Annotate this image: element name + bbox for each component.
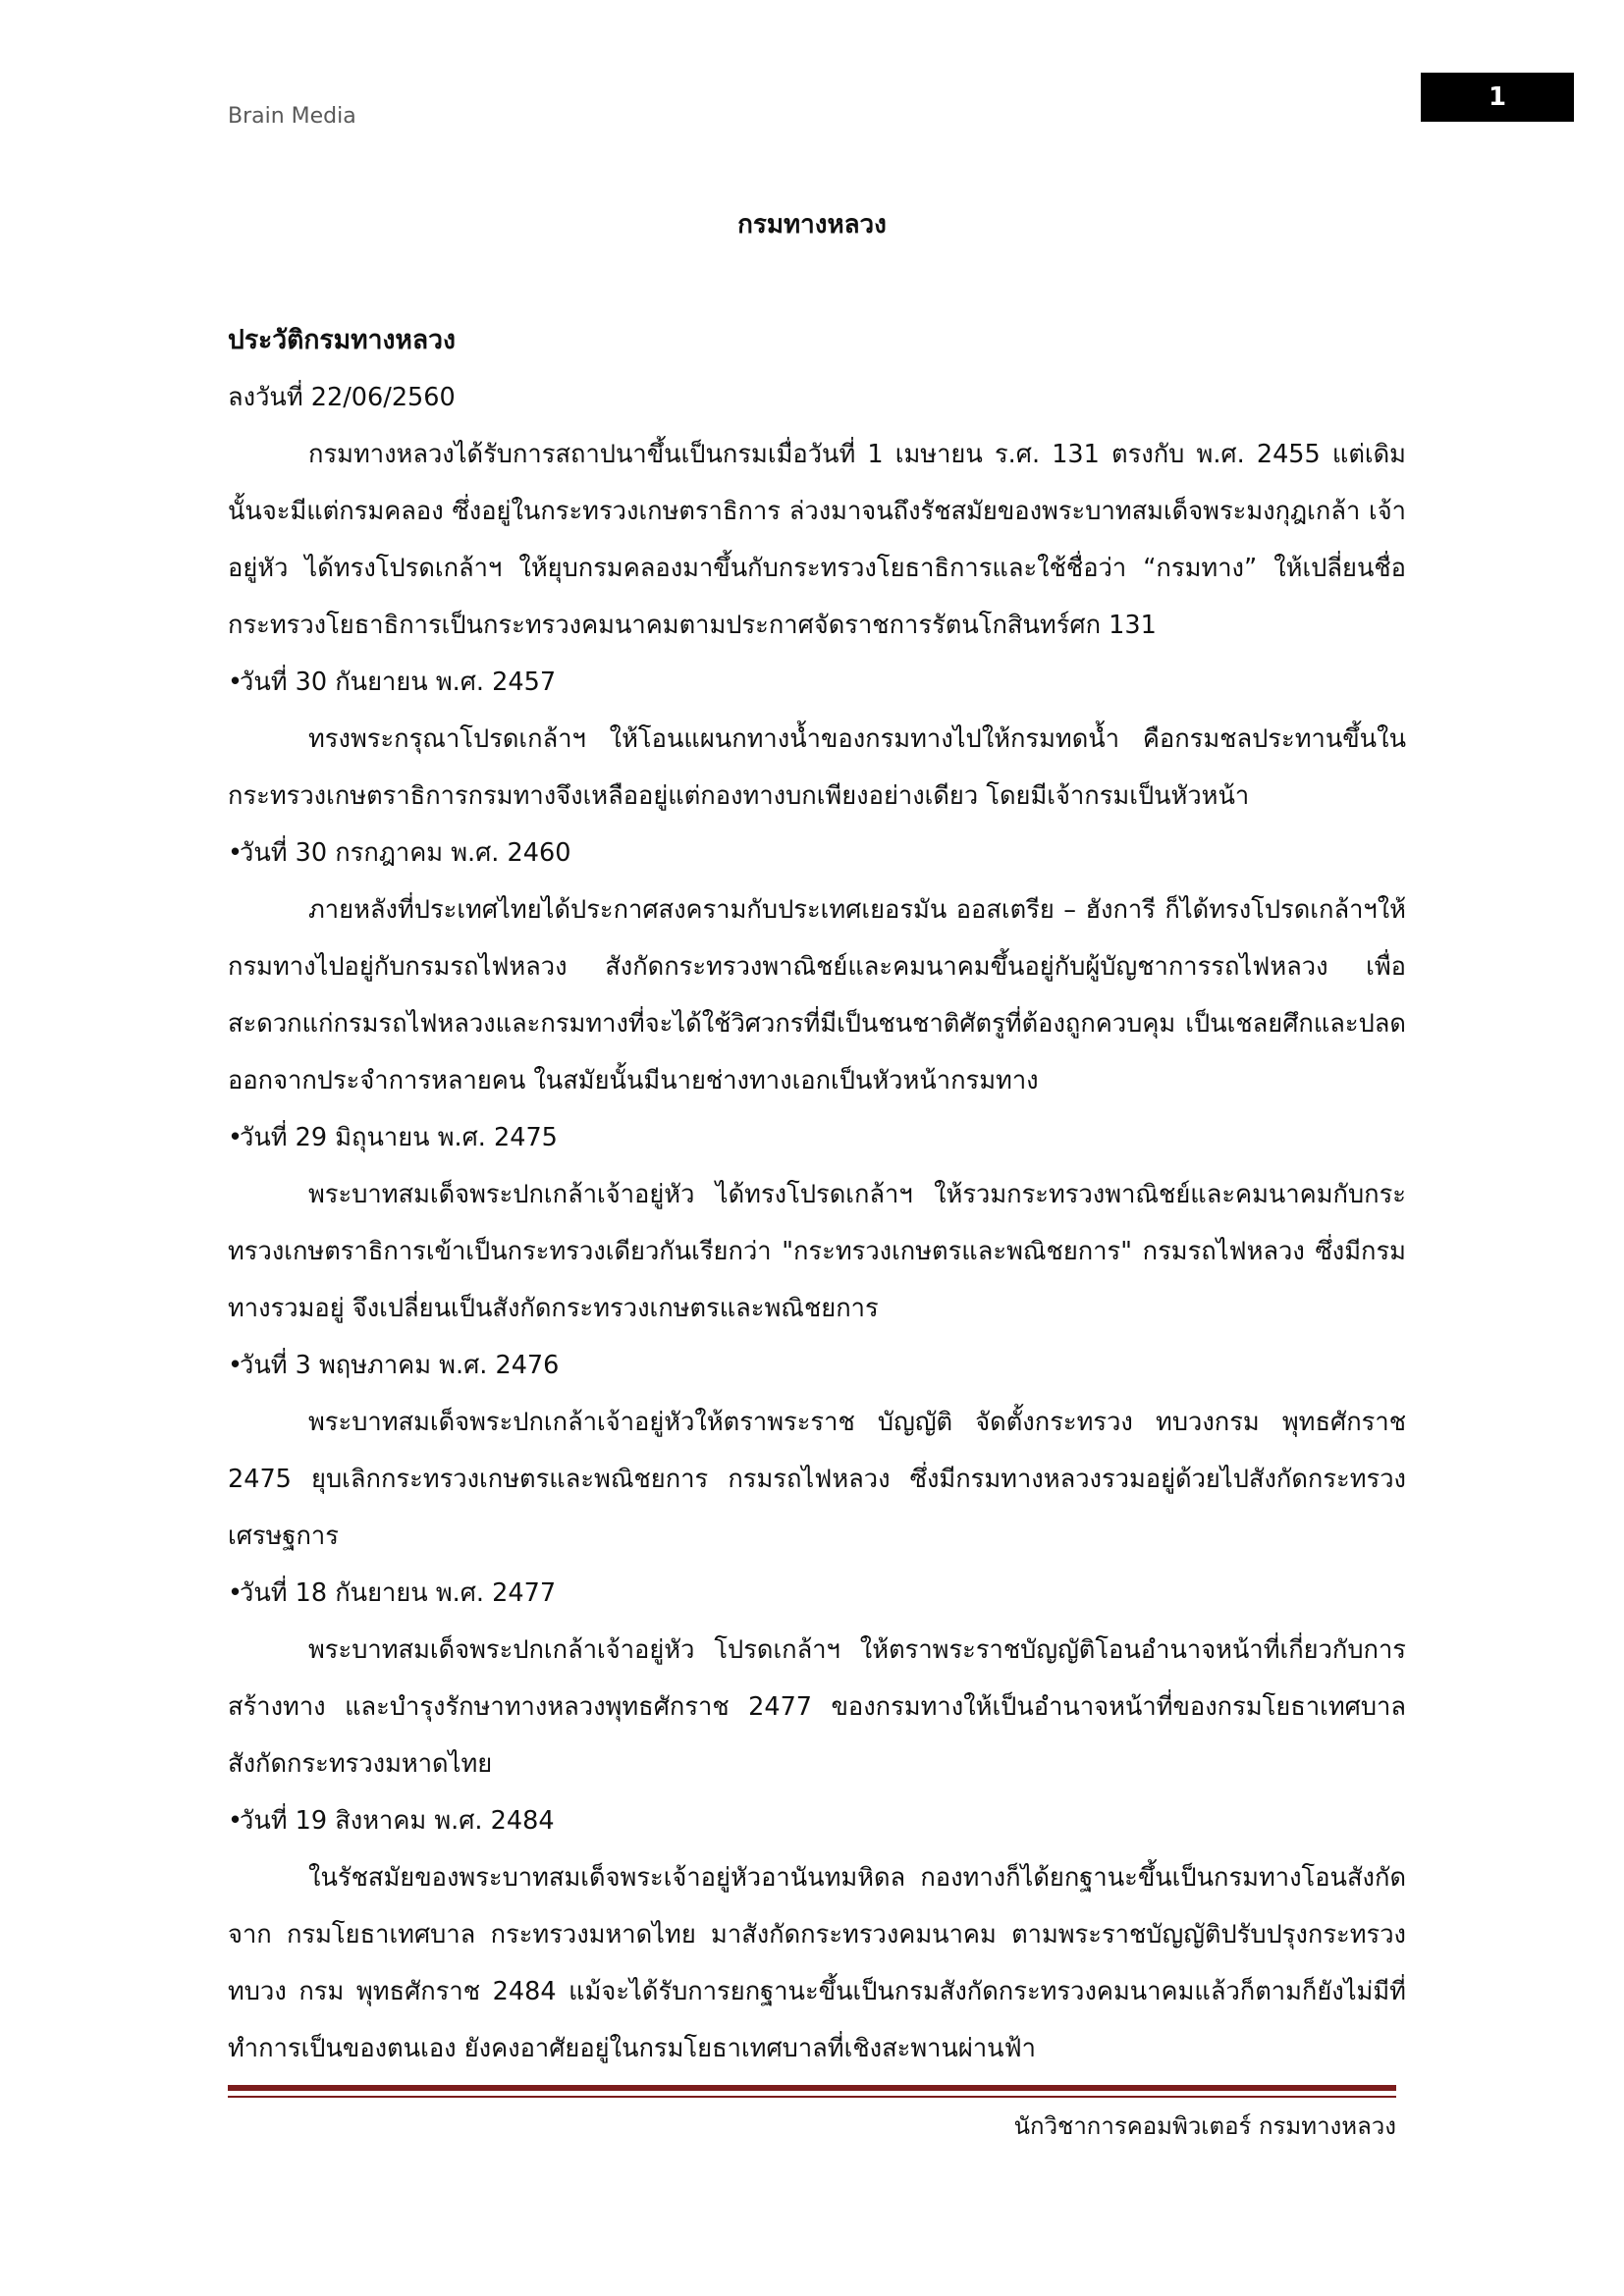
- event-entry: [228, 1792, 1406, 2077]
- event-paragraph: ในรัชสมัยของพระบาทสมเด็จพระเจ้าอยู่หัวอานันทมหิดล กองทางก็ได้ยกฐานะขึ้นเป็นกรมทางโอนสังกัดจาก กรมโยธาเทศบาล กระทรวงมหาดไทย มาสังกัดกระทรวงคมนาคม ตามพระราชบัญญัติปรับปรุงกระทรวง ทบวง กรม พุทธศักราช 2484 แม้จะได้รับการยกฐานะขึ้นเป็นกรมสังกัดกระทรวงคมนาคมแล้วก็ตามก็ยังไม่มีที่ ทำการเป็นของตนเอง ยังคงอาศัยอยู่ในกรมโยธาเทศบาลที่เชิงสะพานผ่านฟ้า: [228, 1863, 1406, 2063]
- event-date: [228, 654, 1406, 711]
- event-paragraph: พระบาทสมเด็จพระปกเกล้าเจ้าอยู่หัว โปรดเกล้าฯ ให้ตราพระราชบัญญัติโอนอำนาจหน้าที่เกี่ยวกับการสร้างทาง และบำรุงรักษาทางหลวงพุทธศักราช 2477 ของกรมทางให้เป็นอำนาจหน้าที่ของกรมโยธาเทศบาล สังกัดกระทรวงมหาดไทย: [228, 1635, 1406, 1779]
- event-entry: [228, 1565, 1406, 1792]
- event-date-text: วันที่ 3 พฤษภาคม พ.ศ. 2476: [240, 1351, 560, 1380]
- bullet-icon: •: [228, 1806, 244, 1836]
- event-paragraph: พระบาทสมเด็จพระปกเกล้าเจ้าอยู่หัว ได้ทรงโปรดเกล้าฯ ให้รวมกระทรวงพาณิชย์และคมนาคมกับกระทรวงเกษตราธิการเข้าเป็นกระทรวงเดียวกันเรียกว่า "กระทรวงเกษตรและพณิชยการ" กรมรถไฟหลวง ซึ่งมีกรมทางรวมอยู่ จึงเปลี่ยนเป็นสังกัดกระทรวงเกษตรและพณิชยการ: [228, 1180, 1406, 1323]
- document-body: [228, 312, 1406, 2077]
- event-entry: [228, 825, 1406, 1109]
- event-paragraph: ทรงพระกรุณาโปรดเกล้าฯ ให้โอนแผนกทางน้ำของกรมทางไปให้กรมทดน้ำ คือกรมชลประทานขึ้นในกระทรวงเกษตราธิการกรมทางจึงเหลืออยู่แต่กองทางบกเพียงอย่างเดียว โดยมีเจ้ากรมเป็นหัวหน้า: [228, 724, 1406, 811]
- event-paragraph: ภายหลังที่ประเทศไทยได้ประกาศสงครามกับประเทศเยอรมัน ออสเตรีย – ฮังการี ก็ได้ทรงโปรดเกล้าฯให้กรมทางไปอยู่กับกรมรถไฟหลวง สังกัดกระทรวงพาณิชย์และคมนาคมขึ้นอยู่กับผู้บัญชาการรถไฟหลวง เพื่อสะดวกแก่กรมรถไฟหลวงและกรมทางที่จะได้ใช้วิศวกรที่มีเป็นชนชาติศัตรูที่ต้องถูกควบคุม เป็นเชลยศึกและปลดออกจากประจำการหลายคน ในสมัยนั้นมีนายช่างทางเอกเป็นหัวหน้ากรมทาง: [228, 895, 1406, 1095]
- bullet-icon: •: [228, 1351, 244, 1380]
- footer-divider-thin: [228, 2096, 1396, 2098]
- section-heading: ประวัติกรมทางหลวง: [228, 325, 456, 355]
- posted-date: ลงวันที่ 22/06/2560: [228, 383, 456, 412]
- event-date: [228, 825, 1406, 881]
- event-entry: [228, 1337, 1406, 1565]
- event-date-text: วันที่ 19 สิงหาคม พ.ศ. 2484: [240, 1806, 555, 1836]
- document-title: กรมทางหลวง: [737, 210, 887, 240]
- bullet-icon: •: [228, 1123, 244, 1152]
- intro-paragraph: กรมทางหลวงได้รับการสถาปนาขึ้นเป็นกรมเมื่อวันที่ 1 เมษายน ร.ศ. 131 ตรงกับ พ.ศ. 2455 แต่เดิมนั้นจะมีแต่กรมคลอง ซึ่งอยู่ในกระทรวงเกษตราธิการ ล่วงมาจนถึงรัชสมัยของพระบาทสมเด็จพระมงกุฎเกล้า เจ้าอยู่หัว ได้ทรงโปรดเกล้าฯ ให้ยุบกรมคลองมาขึ้นกับกระทรวงโยธาธิการและใช้ชื่อว่า “กรมทาง” ให้เปลี่ยนชื่อกระทรวงโยธาธิการเป็นกระทรวงคมนาคมตามประกาศจัดราชการรัตนโกสินทร์ศก 131: [228, 440, 1406, 640]
- event-date: [228, 1565, 1406, 1622]
- event-date-text: วันที่ 30 กรกฎาคม พ.ศ. 2460: [240, 838, 571, 868]
- event-paragraph: พระบาทสมเด็จพระปกเกล้าเจ้าอยู่หัวให้ตราพระราช บัญญัติ จัดตั้งกระทรวง ทบวงกรม พุทธศักราช 2475 ยุบเลิกกระทรวงเกษตรและพณิชยการ กรมรถไฟหลวง ซึ่งมีกรมทางหลวงรวมอยู่ด้วยไปสังกัดกระทรวงเศรษฐการ: [228, 1408, 1406, 1551]
- event-date-text: วันที่ 30 กันยายน พ.ศ. 2457: [240, 667, 557, 697]
- event-date: [228, 1337, 1406, 1394]
- event-entry: [228, 1109, 1406, 1337]
- event-date: [228, 1109, 1406, 1166]
- event-entry: [228, 654, 1406, 825]
- bullet-icon: •: [228, 667, 244, 697]
- footer-author: นักวิชาการคอมพิวเตอร์ กรมทางหลวง: [1013, 2112, 1396, 2140]
- bullet-icon: •: [228, 1578, 244, 1608]
- page-number-badge: 1: [1421, 73, 1574, 122]
- event-date: [228, 1792, 1406, 1849]
- footer-divider-thick: [228, 2085, 1396, 2091]
- bullet-icon: •: [228, 838, 244, 868]
- brand-name: Brain Media: [228, 104, 356, 129]
- event-date-text: วันที่ 29 มิถุนายน พ.ศ. 2475: [240, 1123, 558, 1152]
- event-date-text: วันที่ 18 กันยายน พ.ศ. 2477: [240, 1578, 557, 1608]
